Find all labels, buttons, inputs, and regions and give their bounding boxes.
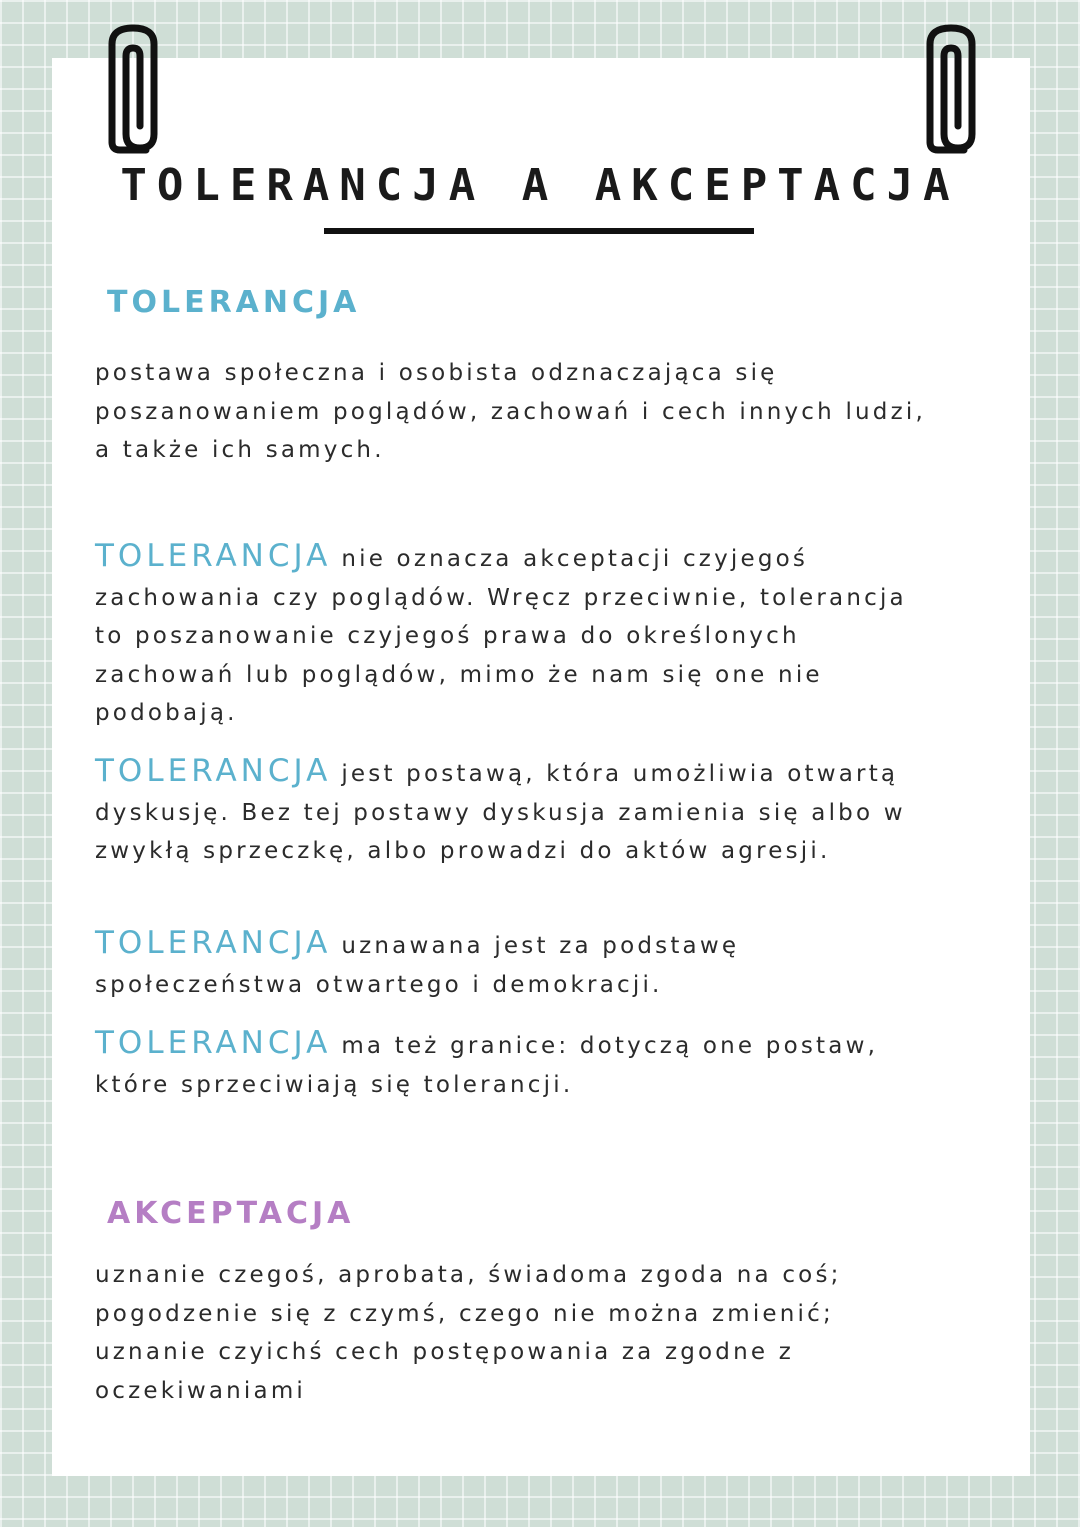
tolerance-keyword: TOLERANCJA	[95, 538, 332, 574]
acceptance-definition: uznanie czegoś, aprobata, świadoma zgoda na coś; pogodzenie się z czymś, czego nie można zmienić; uznanie czyichś cech postępowania za zgodne z oczekiwaniami	[95, 1262, 842, 1404]
tolerance-point	[95, 537, 945, 733]
tolerance-heading: TOLERANCJA	[107, 285, 361, 320]
paperclip-icon	[98, 22, 168, 154]
tolerance-point	[95, 752, 945, 871]
paperclip-icon	[916, 22, 986, 154]
page-title: TOLERANCJA A AKCEPTACJA	[120, 160, 960, 211]
tolerance-keyword: TOLERANCJA	[95, 1025, 332, 1061]
tolerance-point-text: uznawana jest za podstawę społeczeństwa otwartego i demokracji.	[95, 933, 740, 998]
tolerance-point-text: ma też granice: dotyczą one postaw, które sprzeciwiają się tolerancji.	[95, 1033, 879, 1098]
acceptance-heading: AKCEPTACJA	[107, 1196, 355, 1231]
tolerance-point	[95, 924, 945, 1004]
tolerance-point-text: jest postawą, która umożliwia otwartą dyskusję. Bez tej postawy dyskusja zamienia się albo w zwykłą sprzeczkę, albo prowadzi do aktów agresji.	[95, 761, 906, 864]
tolerance-keyword: TOLERANCJA	[95, 753, 332, 789]
tolerance-keyword: TOLERANCJA	[95, 925, 332, 961]
tolerance-definition: postawa społeczna i osobista odznaczająca się poszanowaniem poglądów, zachowań i cech innych ludzi, a także ich samych.	[95, 360, 926, 463]
title-underline	[324, 228, 754, 234]
tolerance-point-text: nie oznacza akceptacji czyjegoś zachowania czy poglądów. Wręcz przeciwnie, tolerancja to poszanowanie czyjegoś prawa do określonych zachowań lub poglądów, mimo że nam się one nie podobają.	[95, 546, 907, 726]
tolerance-point	[95, 1024, 945, 1104]
